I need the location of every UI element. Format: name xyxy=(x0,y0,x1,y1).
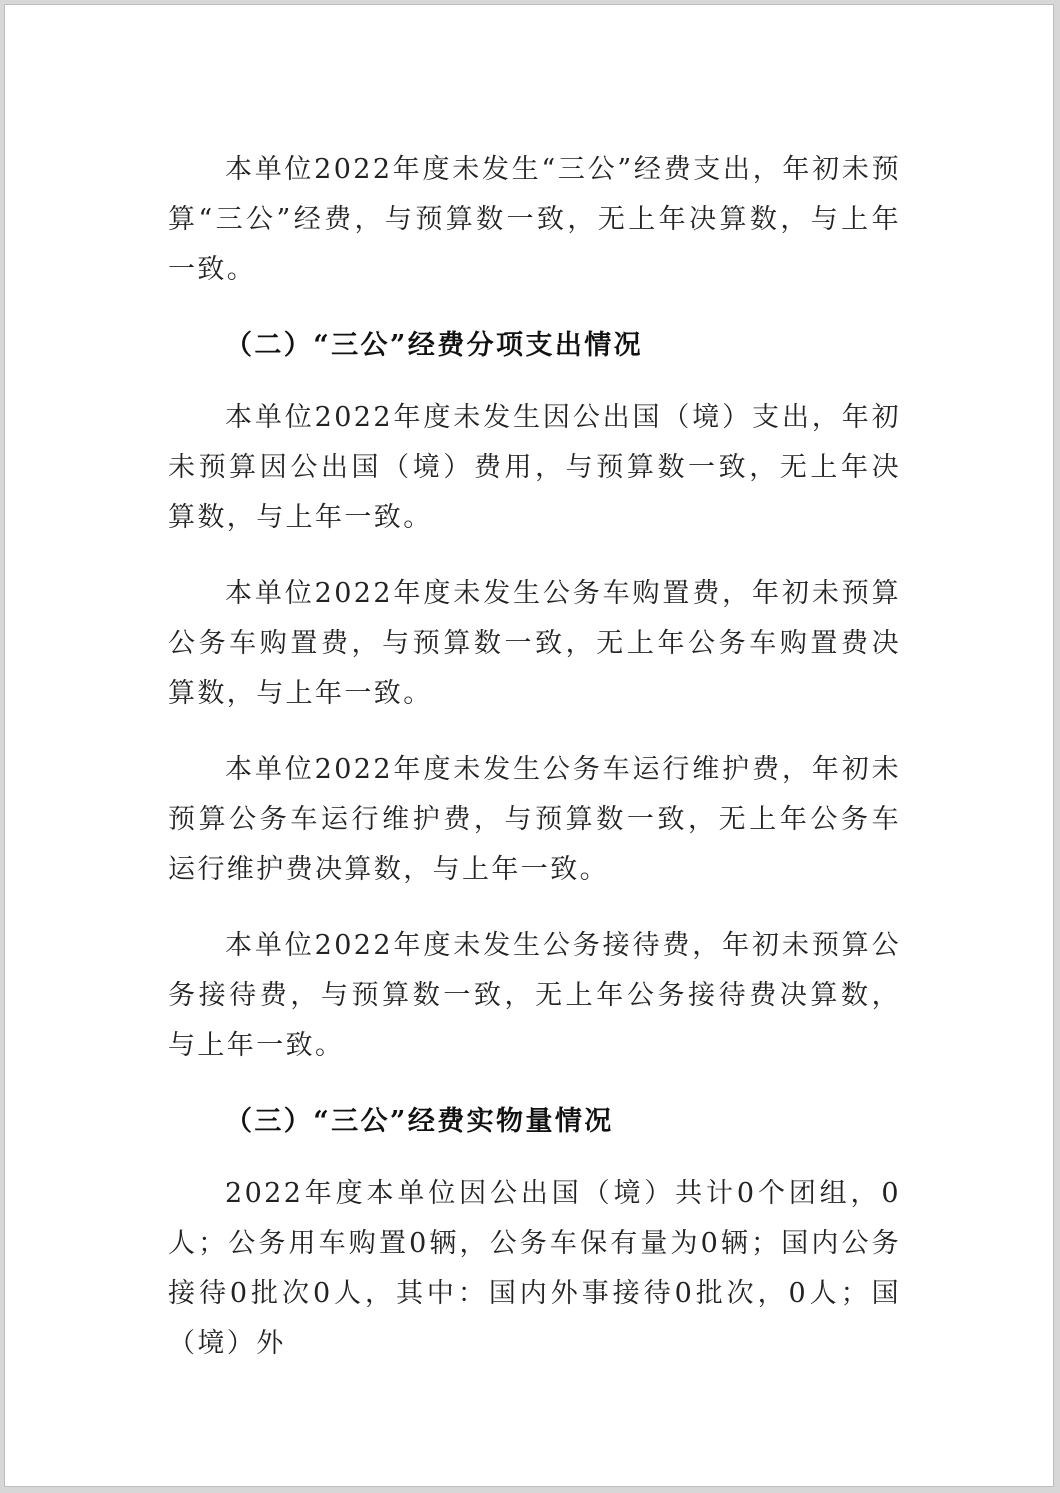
section-heading-itemized-expenses: （二）“三公”经费分项支出情况 xyxy=(225,330,644,361)
section-heading-physical-quantities: （三）“三公”经费实物量情况 xyxy=(225,1106,614,1137)
paragraph-official-reception: 本单位2022年度未发生公务接待费，年初未预算公务接待费，与预算数一致，无上年公务接待费决算数，与上年一致。 xyxy=(168,930,901,1061)
paragraph-vehicle-maintenance: 本单位2022年度未发生公务车运行维护费，年初未预算公务车运行维护费，与预算数一致，无上年公务车运行维护费决算数，与上年一致。 xyxy=(168,754,901,885)
paragraph-overseas-travel: 本单位2022年度未发生因公出国（境）支出，年初未预算因公出国（境）费用，与预算数一致，无上年决算数，与上年一致。 xyxy=(168,402,901,533)
paragraph-vehicle-purchase: 本单位2022年度未发生公务车购置费，年初未预算公务车购置费，与预算数一致，无上年公务车购置费决算数，与上年一致。 xyxy=(168,578,901,709)
page-content xyxy=(168,145,901,1395)
paragraph-sangong-overview: 本单位2022年度未发生“三公”经费支出，年初未预算“三公”经费，与预算数一致，无上年决算数，与上年一致。 xyxy=(168,154,901,285)
paragraph-physical-quantities: 2022年度本单位因公出国（境）共计0个团组，0人；公务用车购置0辆，公务车保有量为0辆；国内公务接待0批次0人，其中：国内外事接待0批次，0人；国（境）外 xyxy=(168,1178,901,1359)
document-page xyxy=(4,4,1054,1487)
